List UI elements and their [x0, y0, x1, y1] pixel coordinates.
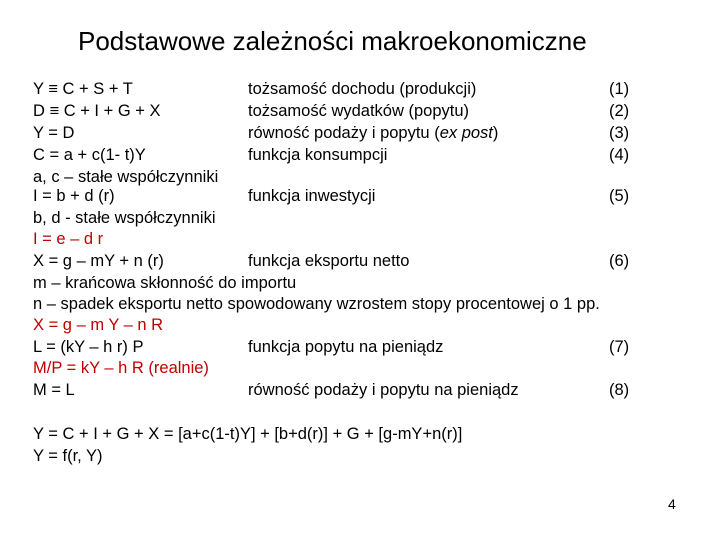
- description-suffix: ): [492, 124, 499, 142]
- equation-row-6: [0, 252, 720, 274]
- note-text: m – krańcowa skłonność do importu: [33, 274, 297, 292]
- formula: I = b + d (r): [33, 187, 115, 205]
- formula: X = g – mY + n (r): [33, 252, 164, 270]
- note-line: [0, 209, 720, 231]
- formula: Y ≡ C + S + T: [33, 80, 133, 98]
- equation-number: (6): [609, 252, 630, 270]
- equation-row-7: [0, 338, 720, 360]
- description: tożsamość wydatków (popytu): [248, 102, 470, 120]
- note-text: b, d - stałe współczynniki: [33, 209, 216, 227]
- equation-number: (2): [609, 102, 630, 120]
- description: funkcja popytu na pieniądz: [248, 338, 444, 356]
- highlighted-formula: [0, 359, 720, 381]
- equation-row-5: [0, 187, 720, 209]
- note-text: a, c – stałe współczynniki: [33, 168, 219, 186]
- formula: L = (kY – h r) P: [33, 338, 144, 356]
- equation-number: (1): [609, 80, 630, 98]
- description: tożsamość dochodu (produkcji): [248, 80, 477, 98]
- formula: Y = D: [33, 124, 75, 142]
- page-number: 4: [668, 496, 676, 512]
- summary-function: Y = f(r, Y): [33, 447, 103, 465]
- description: funkcja eksportu netto: [248, 252, 410, 270]
- equation-row-2: [0, 102, 720, 124]
- equation-number: (7): [609, 338, 630, 356]
- description: funkcja inwestycji: [248, 187, 376, 205]
- formula: M = L: [33, 381, 75, 399]
- highlighted-formula: [0, 316, 720, 338]
- note-line: [0, 274, 720, 296]
- equation-row-8: [0, 381, 720, 403]
- formula: M/P = kY – h R (realnie): [33, 359, 209, 377]
- highlighted-formula: [0, 230, 720, 252]
- formula: X = g – m Y – n R: [33, 316, 164, 334]
- summary-equation: Y = C + I + G + X = [a+c(1-t)Y] + [b+d(r)] + G + [g-mY+n(r)]: [33, 425, 463, 443]
- equation-row-1: [0, 80, 720, 102]
- description: funkcja konsumpcji: [248, 146, 388, 164]
- equation-number: (4): [609, 146, 630, 164]
- description-italic: ex post: [439, 124, 493, 142]
- equation-row-4: [0, 146, 720, 168]
- equation-number: (5): [609, 187, 630, 205]
- description: [248, 124, 498, 143]
- equation-row-3: [0, 124, 720, 146]
- note-line: [0, 295, 720, 317]
- formula: I = e – d r: [33, 230, 104, 248]
- description-prefix: równość podaży i popytu (: [248, 124, 440, 142]
- slide-title: Podstawowe zależności makroekonomiczne: [78, 26, 587, 56]
- formula: C = a + c(1- t)Y: [33, 146, 146, 164]
- formula: D ≡ C + I + G + X: [33, 102, 161, 120]
- note-text: n – spadek eksportu netto spowodowany wzrostem stopy procentowej o 1 pp.: [33, 295, 600, 313]
- description: równość podaży i popytu na pieniądz: [248, 381, 519, 399]
- equation-number: (8): [609, 381, 630, 399]
- equation-number: (3): [609, 124, 630, 142]
